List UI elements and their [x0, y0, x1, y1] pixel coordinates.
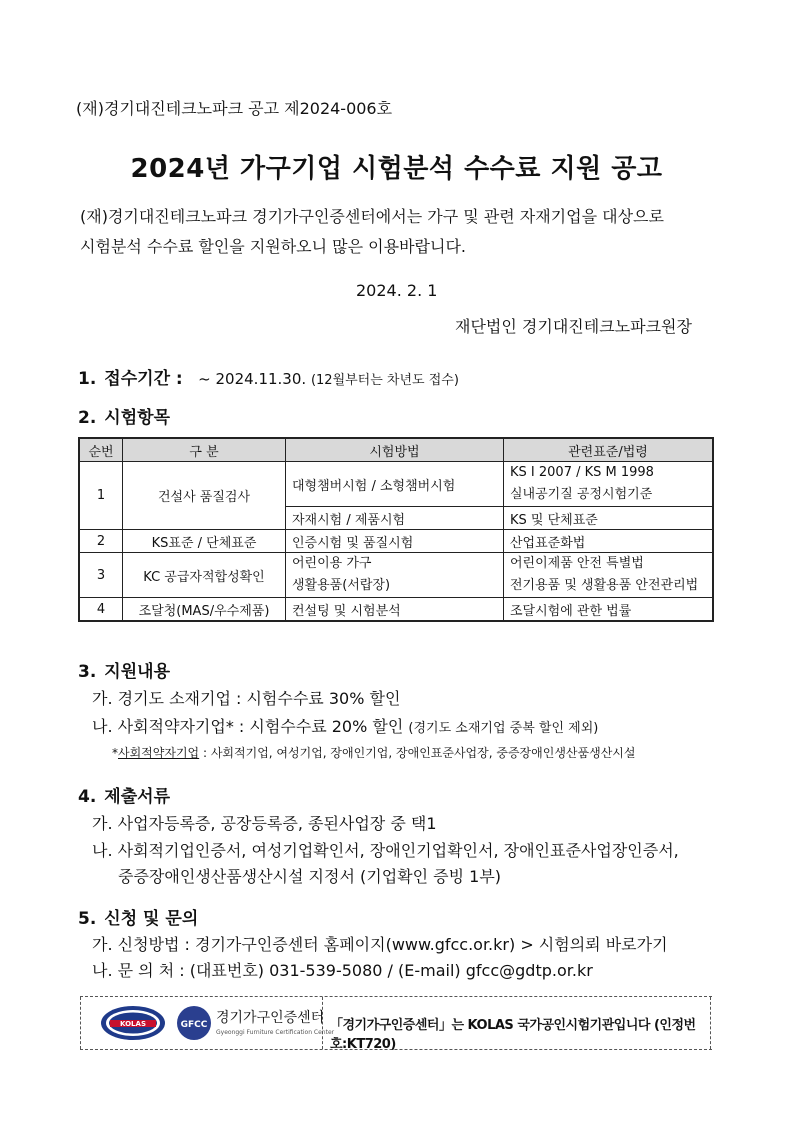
- table-row: [79, 530, 713, 553]
- support-item-b: [92, 714, 598, 737]
- section-1-number: 1.: [78, 369, 97, 389]
- standard-line: 전기용품 및 생활용품 안전관리법: [510, 578, 699, 593]
- kolas-logo-icon: [100, 1005, 166, 1041]
- cell-standard: 조달시험에 관한 법률: [504, 598, 714, 622]
- section-4-heading: [78, 782, 170, 807]
- footer-banner: [80, 996, 712, 1050]
- cell-method: 대형챔버시험 / 소형챔버시험: [286, 462, 504, 507]
- col-header-method: 시험방법: [286, 438, 504, 462]
- table-header-row: [79, 438, 713, 462]
- cell-no: 3: [79, 553, 123, 598]
- svg-text:GFCC: GFCC: [180, 1020, 208, 1030]
- reception-period-note: (12월부터는 차년도 접수): [310, 373, 459, 388]
- footnote-mark: *: [112, 746, 118, 760]
- cell-no: 1: [79, 462, 123, 530]
- footnote: [112, 744, 635, 761]
- section-5-heading: [78, 904, 198, 929]
- cell-method: 컨설팅 및 시험분석: [286, 598, 504, 622]
- document-item-a: 가. 사업자등록증, 공장등록증, 종된사업장 중 택1: [92, 814, 437, 833]
- col-header-no: 순번: [79, 438, 123, 462]
- intro-line-2: 시험분석 수수료 할인을 지원하오니 많은 이용바랍니다.: [80, 237, 467, 256]
- cell-no: 2: [79, 530, 123, 553]
- contact-info: 나. 문 의 처 : (대표번호) 031-539-5080 / (E-mail) gfcc@gdtp.or.kr: [92, 961, 593, 980]
- cell-standard: 산업표준화법: [504, 530, 714, 553]
- section-2-label: 시험항목: [104, 408, 170, 428]
- section-3-label: 지원내용: [104, 662, 170, 682]
- standard-line: 실내공기질 공정시험기준: [510, 487, 653, 502]
- section-3-heading: [78, 657, 170, 682]
- section-1-label: 접수기간 :: [104, 369, 183, 389]
- table-row: [79, 553, 713, 598]
- cell-standard: KS 및 단체표준: [504, 507, 714, 530]
- section-2-number: 2.: [78, 408, 97, 428]
- intro-paragraph: [80, 202, 720, 262]
- document-item-b: 나. 사회적기업인증서, 여성기업확인서, 장애인기업확인서, 장애인표준사업장인증서,: [92, 841, 679, 860]
- support-item-a: 가. 경기도 소재기업 : 시험수수료 30% 할인: [92, 689, 401, 708]
- center-name: 경기가구인증센터: [216, 1010, 325, 1026]
- cell-method: 인증시험 및 품질시험: [286, 530, 504, 553]
- cell-method: [286, 553, 504, 598]
- intro-line-1: (재)경기대진테크노파크 경기가구인증센터에서는 가구 및 관련 자재기업을 대상으로: [80, 207, 664, 226]
- kolas-notice: 「경기가구인증센터」는 KOLAS 국가공인시험기관입니다 (인정번호:KT720): [330, 1018, 696, 1052]
- section-4-label: 제출서류: [104, 787, 170, 807]
- footnote-term: 사회적약자기업: [118, 746, 200, 760]
- cell-category: 조달청(MAS/우수제품): [123, 598, 286, 622]
- method-line: 어린이용 가구: [292, 556, 372, 571]
- notice-number: (재)경기대진테크노파크 공고 제2024-006호: [76, 99, 393, 118]
- page-title: 2024년 가구기업 시험분석 수수료 지원 공고: [130, 154, 663, 184]
- standard-line: KS I 2007 / KS M 1998: [510, 465, 654, 480]
- center-subtitle: Gyeonggi Furniture Certification Center: [216, 1029, 335, 1036]
- cell-method: 자재시험 / 제품시험: [286, 507, 504, 530]
- gfcc-logo-icon: [176, 1005, 212, 1041]
- section-4-number: 4.: [78, 787, 97, 807]
- document-item-b-cont: 중증장애인생산품생산시설 지정서 (기업확인 증빙 1부): [118, 867, 502, 886]
- cell-category: KC 공급자적합성확인: [123, 553, 286, 598]
- section-5-label: 신청 및 문의: [104, 909, 199, 929]
- notice-date: 2024. 2. 1: [356, 281, 438, 300]
- section-1-heading: [78, 364, 459, 389]
- test-items-table: [78, 437, 714, 622]
- cell-category: KS표준 / 단체표준: [123, 530, 286, 553]
- cell-standard: [504, 462, 714, 507]
- svg-text:KOLAS: KOLAS: [120, 1020, 146, 1028]
- method-line: 생활용품(서랍장): [292, 578, 391, 593]
- apply-method: 가. 신청방법 : 경기가구인증센터 홈페이지(www.gfcc.or.kr) > 시험의뢰 바로가기: [92, 935, 668, 954]
- support-item-b-text: 나. 사회적약자기업* : 시험수수료 20% 할인: [92, 717, 404, 736]
- support-item-b-note: (경기도 소재기업 중복 할인 제외): [408, 721, 599, 736]
- cell-category: 건설사 품질검사: [123, 462, 286, 530]
- cell-no: 4: [79, 598, 123, 622]
- section-3-number: 3.: [78, 662, 97, 682]
- reception-period-value: ~ 2024.11.30.: [198, 370, 307, 388]
- issuer-name: 재단법인 경기대진테크노파크원장: [455, 317, 692, 336]
- cell-standard: [504, 553, 714, 598]
- section-2-heading: [78, 403, 170, 428]
- table-row: [79, 462, 713, 507]
- standard-line: 어린이제품 안전 특별법: [510, 556, 644, 571]
- col-header-category: 구 분: [123, 438, 286, 462]
- table-row: [79, 598, 713, 622]
- col-header-standard: 관련표준/법령: [504, 438, 714, 462]
- footnote-text: : 사회적기업, 여성기업, 장애인기업, 장애인표준사업장, 중증장애인생산품생산시설: [199, 746, 636, 760]
- section-5-number: 5.: [78, 909, 97, 929]
